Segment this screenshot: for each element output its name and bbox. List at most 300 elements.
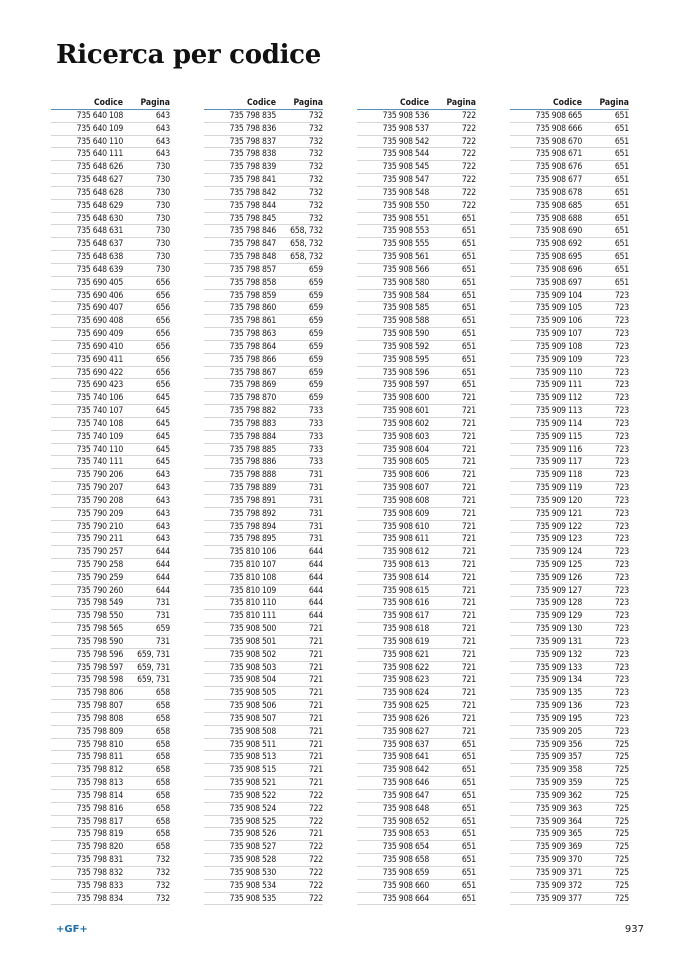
- page-cell: 723: [614, 329, 629, 340]
- code-cell: 735 908 621: [382, 649, 429, 660]
- table-row: [204, 867, 323, 880]
- code-cell: 735 690 407: [76, 303, 123, 314]
- page-cell: 643: [155, 111, 170, 121]
- table-row: [51, 213, 170, 226]
- code-cell: 735 798 598: [76, 675, 123, 686]
- table-row: [51, 225, 170, 238]
- table-row: [510, 148, 629, 161]
- table-row: [510, 264, 629, 277]
- page-cell: 656: [155, 277, 170, 288]
- table-row: [357, 687, 476, 700]
- table-row: [357, 636, 476, 649]
- page-cell: 725: [614, 829, 629, 840]
- table-row: [204, 521, 323, 534]
- code-cell: 735 909 114: [535, 418, 582, 429]
- page-cell: 723: [614, 675, 629, 686]
- code-cell: 735 908 619: [382, 636, 429, 647]
- code-cell: 735 908 511: [229, 739, 276, 750]
- page-cell: 651: [614, 277, 629, 288]
- page-cell: 643: [155, 495, 170, 506]
- code-cell: 735 798 844: [229, 200, 276, 211]
- code-cell: 735 798 832: [76, 867, 123, 878]
- page-cell: 731: [308, 534, 323, 545]
- page-cell: 723: [614, 701, 629, 712]
- page-cell: 658: [155, 713, 170, 724]
- table-row: [51, 533, 170, 546]
- page-cell: 725: [614, 803, 629, 814]
- table-row: [510, 867, 629, 880]
- code-cell: 735 798 884: [229, 431, 276, 442]
- page-cell: 732: [308, 175, 323, 186]
- page-cell: 651: [614, 136, 629, 147]
- table-row: [51, 123, 170, 136]
- page-cell: 722: [308, 816, 323, 827]
- code-cell: 735 690 422: [76, 367, 123, 378]
- code-cell: 735 798 842: [229, 187, 276, 198]
- page-cell: 732: [308, 123, 323, 134]
- code-cell: 735 790 211: [76, 534, 123, 545]
- code-cell: 735 908 580: [382, 277, 429, 288]
- page-cell: 651: [461, 367, 476, 378]
- code-cell: 735 908 671: [535, 149, 582, 160]
- code-cell: 735 908 526: [229, 829, 276, 840]
- code-cell: 735 908 600: [382, 393, 429, 404]
- code-cell: 735 909 205: [535, 726, 582, 737]
- page-cell: 643: [155, 470, 170, 481]
- table-row: [204, 392, 323, 405]
- code-cell: 735 908 611: [382, 534, 429, 545]
- code-cell: 735 690 423: [76, 380, 123, 391]
- page-cell: 723: [614, 457, 629, 468]
- table-row: [510, 893, 629, 906]
- page-cell: 722: [461, 111, 476, 121]
- page-cell: 725: [614, 752, 629, 763]
- page-cell: 721: [461, 495, 476, 506]
- code-cell: 735 798 864: [229, 341, 276, 352]
- table-row: [204, 264, 323, 277]
- table-row: [204, 816, 323, 829]
- page-cell: 723: [614, 598, 629, 609]
- page-cell: 644: [155, 572, 170, 583]
- page-cell: 659: [308, 303, 323, 314]
- page-cell: 721: [308, 726, 323, 737]
- code-cell: 735 648 631: [76, 226, 123, 237]
- page-cell: 651: [461, 316, 476, 327]
- table-row: [357, 174, 476, 187]
- table-row: [357, 674, 476, 687]
- code-cell: 735 909 359: [535, 778, 582, 789]
- code-cell: 735 908 548: [382, 187, 429, 198]
- code-cell: 735 908 695: [535, 252, 582, 263]
- page-cell: 644: [308, 585, 323, 596]
- table-row: [357, 816, 476, 829]
- code-cell: 735 798 895: [229, 534, 276, 545]
- code-cell: 735 909 370: [535, 855, 582, 866]
- page-cell: 730: [155, 239, 170, 250]
- code-cell: 735 908 555: [382, 239, 429, 250]
- page-cell: 651: [461, 380, 476, 391]
- table-row: [51, 418, 170, 431]
- code-cell: 735 798 549: [76, 598, 123, 609]
- index-column-1: [51, 95, 170, 905]
- code-cell: 735 908 653: [382, 829, 429, 840]
- table-row: [51, 726, 170, 739]
- page-cell: 645: [155, 444, 170, 455]
- table-row: [510, 623, 629, 636]
- code-cell: 735 909 362: [535, 790, 582, 801]
- table-row: [51, 277, 170, 290]
- page-cell: 721: [308, 675, 323, 686]
- table-row: [357, 700, 476, 713]
- code-cell: 735 690 406: [76, 290, 123, 301]
- table-row: [357, 546, 476, 559]
- page-cell: 651: [461, 816, 476, 827]
- page-cell: 721: [308, 649, 323, 660]
- page-cell: 651: [461, 842, 476, 853]
- table-row: [510, 610, 629, 623]
- page-cell: 731: [308, 470, 323, 481]
- code-cell: 735 909 134: [535, 675, 582, 686]
- table-row: [357, 880, 476, 893]
- page-cell: 723: [614, 713, 629, 724]
- table-row: [204, 110, 323, 123]
- page-cell: 721: [461, 393, 476, 404]
- code-cell: 735 908 544: [382, 149, 429, 160]
- table-row: [51, 700, 170, 713]
- page-cell: 732: [155, 855, 170, 866]
- table-row: [357, 867, 476, 880]
- table-row: [204, 649, 323, 662]
- code-cell: 735 790 257: [76, 547, 123, 558]
- code-cell: 735 909 109: [535, 354, 582, 365]
- page-cell: 723: [614, 380, 629, 391]
- code-cell: 735 908 592: [382, 341, 429, 352]
- table-row: [510, 290, 629, 303]
- code-cell: 735 909 131: [535, 636, 582, 647]
- code-cell: 735 908 601: [382, 406, 429, 417]
- code-cell: 735 908 690: [535, 226, 582, 237]
- table-row: [51, 777, 170, 790]
- table-row: [51, 674, 170, 687]
- page-cell: 658, 732: [290, 252, 323, 263]
- page-cell: 721: [461, 483, 476, 494]
- page-cell: 645: [155, 457, 170, 468]
- page-cell: 723: [614, 585, 629, 596]
- page-cell: 722: [461, 136, 476, 147]
- code-cell: 735 908 602: [382, 418, 429, 429]
- table-row: [51, 662, 170, 675]
- table-row: [510, 136, 629, 149]
- code-cell: 735 909 357: [535, 752, 582, 763]
- code-cell: 735 690 408: [76, 316, 123, 327]
- table-row: [357, 379, 476, 392]
- page-cell: 658: [155, 790, 170, 801]
- page-cell: 658: [155, 688, 170, 699]
- table-row: [51, 572, 170, 585]
- table-row: [51, 893, 170, 906]
- table-row: [510, 110, 629, 123]
- code-cell: 735 908 654: [382, 842, 429, 853]
- table-row: [357, 213, 476, 226]
- code-cell: 735 810 107: [229, 559, 276, 570]
- code-cell: 735 798 857: [229, 264, 276, 275]
- code-cell: 735 908 659: [382, 867, 429, 878]
- code-cell: 735 798 836: [229, 123, 276, 134]
- page-cell: 651: [461, 765, 476, 776]
- code-cell: 735 909 116: [535, 444, 582, 455]
- code-cell: 735 908 664: [382, 893, 429, 904]
- page-cell: 721: [308, 829, 323, 840]
- table-row: [357, 841, 476, 854]
- page-cell: 723: [614, 547, 629, 558]
- page-cell: 732: [155, 867, 170, 878]
- table-row: [510, 790, 629, 803]
- code-cell: 735 909 358: [535, 765, 582, 776]
- page-cell: 730: [155, 213, 170, 224]
- page-cell: 658: [155, 803, 170, 814]
- code-cell: 735 908 590: [382, 329, 429, 340]
- code-cell: 735 908 597: [382, 380, 429, 391]
- code-cell: 735 909 128: [535, 598, 582, 609]
- table-row: [51, 354, 170, 367]
- page-cell: 651: [461, 893, 476, 904]
- table-row: [51, 302, 170, 315]
- code-cell: 735 790 209: [76, 508, 123, 519]
- table-row: [51, 508, 170, 521]
- table-row: [204, 213, 323, 226]
- code-cell: 735 908 551: [382, 213, 429, 224]
- table-row: [204, 495, 323, 508]
- page-cell: 723: [614, 611, 629, 622]
- code-cell: 735 798 565: [76, 624, 123, 635]
- index-column-2: [204, 95, 323, 905]
- code-cell: 735 908 535: [229, 893, 276, 904]
- page-cell: 651: [461, 354, 476, 365]
- page-cell: 651: [461, 855, 476, 866]
- code-cell: 735 908 625: [382, 701, 429, 712]
- page-cell: 722: [308, 803, 323, 814]
- table-row: [510, 302, 629, 315]
- page-cell: 721: [308, 739, 323, 750]
- table-row: [51, 790, 170, 803]
- page-cell: 643: [155, 136, 170, 147]
- table-row: [51, 328, 170, 341]
- page-cell: 731: [155, 636, 170, 647]
- table-row: [510, 277, 629, 290]
- code-cell: 735 908 613: [382, 559, 429, 570]
- code-cell: 735 798 835: [229, 111, 276, 121]
- column-header: [357, 95, 476, 110]
- code-cell: 735 798 885: [229, 444, 276, 455]
- page-cell: 651: [461, 803, 476, 814]
- page-cell: 643: [155, 483, 170, 494]
- code-cell: 735 908 652: [382, 816, 429, 827]
- page-cell: 651: [461, 752, 476, 763]
- index-column-4: [510, 95, 629, 905]
- table-row: [357, 623, 476, 636]
- page-cell: 658: [155, 816, 170, 827]
- table-row: [204, 585, 323, 598]
- table-row: [204, 341, 323, 354]
- page-cell: 659: [308, 277, 323, 288]
- code-cell: 735 909 377: [535, 893, 582, 904]
- page-cell: 643: [155, 149, 170, 160]
- code-cell: 735 909 123: [535, 534, 582, 545]
- code-cell: 735 909 136: [535, 701, 582, 712]
- code-cell: 735 798 817: [76, 816, 123, 827]
- page-cell: 721: [461, 726, 476, 737]
- table-row: [204, 418, 323, 431]
- code-cell: 735 908 525: [229, 816, 276, 827]
- code-cell: 735 909 127: [535, 585, 582, 596]
- page-cell: 731: [308, 483, 323, 494]
- code-cell: 735 908 678: [535, 187, 582, 198]
- table-row: [357, 277, 476, 290]
- page-cell: 723: [614, 290, 629, 301]
- table-row: [51, 341, 170, 354]
- page-cell: 723: [614, 303, 629, 314]
- table-row: [357, 456, 476, 469]
- table-row: [51, 739, 170, 752]
- table-row: [204, 251, 323, 264]
- code-cell: 735 909 104: [535, 290, 582, 301]
- table-row: [51, 379, 170, 392]
- code-cell: 735 798 812: [76, 765, 123, 776]
- table-row: [357, 444, 476, 457]
- table-row: [510, 392, 629, 405]
- column-header: [51, 95, 170, 110]
- code-cell: 735 798 859: [229, 290, 276, 301]
- table-row: [204, 893, 323, 906]
- code-cell: 735 798 839: [229, 162, 276, 173]
- code-cell: 735 909 121: [535, 508, 582, 519]
- page-cell: 723: [614, 470, 629, 481]
- table-row: [51, 649, 170, 662]
- page-cell: 651: [461, 739, 476, 750]
- table-row: [510, 674, 629, 687]
- code-cell: 735 790 208: [76, 495, 123, 506]
- table-row: [510, 469, 629, 482]
- page-cell: 723: [614, 483, 629, 494]
- page-cell: 722: [461, 162, 476, 173]
- code-cell: 735 908 522: [229, 790, 276, 801]
- table-row: [510, 713, 629, 726]
- page-cell: 644: [308, 611, 323, 622]
- code-cell: 735 908 585: [382, 303, 429, 314]
- page-cell: 721: [461, 636, 476, 647]
- table-row: [204, 803, 323, 816]
- table-row: [510, 354, 629, 367]
- header-code: Codice: [400, 98, 429, 108]
- code-cell: 735 908 524: [229, 803, 276, 814]
- table-row: [510, 328, 629, 341]
- code-cell: 735 798 806: [76, 688, 123, 699]
- table-row: [357, 328, 476, 341]
- table-row: [204, 277, 323, 290]
- table-row: [51, 110, 170, 123]
- page-cell: 721: [461, 649, 476, 660]
- page-cell: 722: [308, 880, 323, 891]
- table-row: [510, 341, 629, 354]
- page-cell: 651: [614, 111, 629, 121]
- page-cell: 731: [155, 611, 170, 622]
- code-cell: 735 909 364: [535, 816, 582, 827]
- page-cell: 723: [614, 521, 629, 532]
- table-row: [510, 597, 629, 610]
- code-cell: 735 908 608: [382, 495, 429, 506]
- page-cell: 722: [308, 842, 323, 853]
- code-cell: 735 798 814: [76, 790, 123, 801]
- page-cell: 733: [308, 406, 323, 417]
- table-row: [51, 636, 170, 649]
- page-cell: 658: [155, 842, 170, 853]
- table-row: [51, 482, 170, 495]
- code-cell: 735 640 109: [76, 123, 123, 134]
- table-row: [204, 238, 323, 251]
- page-cell: 732: [308, 149, 323, 160]
- table-row: [51, 828, 170, 841]
- page-cell: 725: [614, 855, 629, 866]
- page-cell: 659, 731: [137, 675, 170, 686]
- page-cell: 722: [461, 123, 476, 134]
- page-cell: 721: [461, 688, 476, 699]
- page-cell: 656: [155, 329, 170, 340]
- code-cell: 735 790 207: [76, 483, 123, 494]
- table-row: [51, 200, 170, 213]
- code-cell: 735 798 808: [76, 713, 123, 724]
- code-cell: 735 909 125: [535, 559, 582, 570]
- page-cell: 723: [614, 406, 629, 417]
- table-row: [357, 238, 476, 251]
- table-row: [204, 751, 323, 764]
- code-cell: 735 908 637: [382, 739, 429, 750]
- header-page: Pagina: [446, 98, 476, 108]
- table-row: [204, 367, 323, 380]
- table-row: [204, 546, 323, 559]
- page-cell: 730: [155, 175, 170, 186]
- page-cell: 722: [461, 149, 476, 160]
- code-cell: 735 909 135: [535, 688, 582, 699]
- page-cell: 651: [614, 123, 629, 134]
- table-row: [357, 148, 476, 161]
- code-cell: 735 908 545: [382, 162, 429, 173]
- page-cell: 651: [461, 290, 476, 301]
- page-cell: 731: [308, 521, 323, 532]
- code-cell: 735 908 607: [382, 483, 429, 494]
- code-cell: 735 908 665: [535, 111, 582, 121]
- index-column-3: [357, 95, 476, 905]
- code-cell: 735 908 610: [382, 521, 429, 532]
- table-row: [204, 508, 323, 521]
- code-cell: 735 908 553: [382, 226, 429, 237]
- code-cell: 735 909 130: [535, 624, 582, 635]
- code-cell: 735 798 807: [76, 701, 123, 712]
- table-row: [357, 405, 476, 418]
- page-cell: 721: [461, 624, 476, 635]
- code-cell: 735 908 542: [382, 136, 429, 147]
- code-cell: 735 798 811: [76, 752, 123, 763]
- page-cell: 651: [614, 149, 629, 160]
- code-cell: 735 908 527: [229, 842, 276, 853]
- page-cell: 659: [308, 329, 323, 340]
- page-cell: 721: [461, 585, 476, 596]
- page-cell: 659: [308, 393, 323, 404]
- code-cell: 735 798 869: [229, 380, 276, 391]
- table-row: [357, 431, 476, 444]
- table-row: [51, 148, 170, 161]
- page-cell: 651: [614, 175, 629, 186]
- code-cell: 735 740 109: [76, 431, 123, 442]
